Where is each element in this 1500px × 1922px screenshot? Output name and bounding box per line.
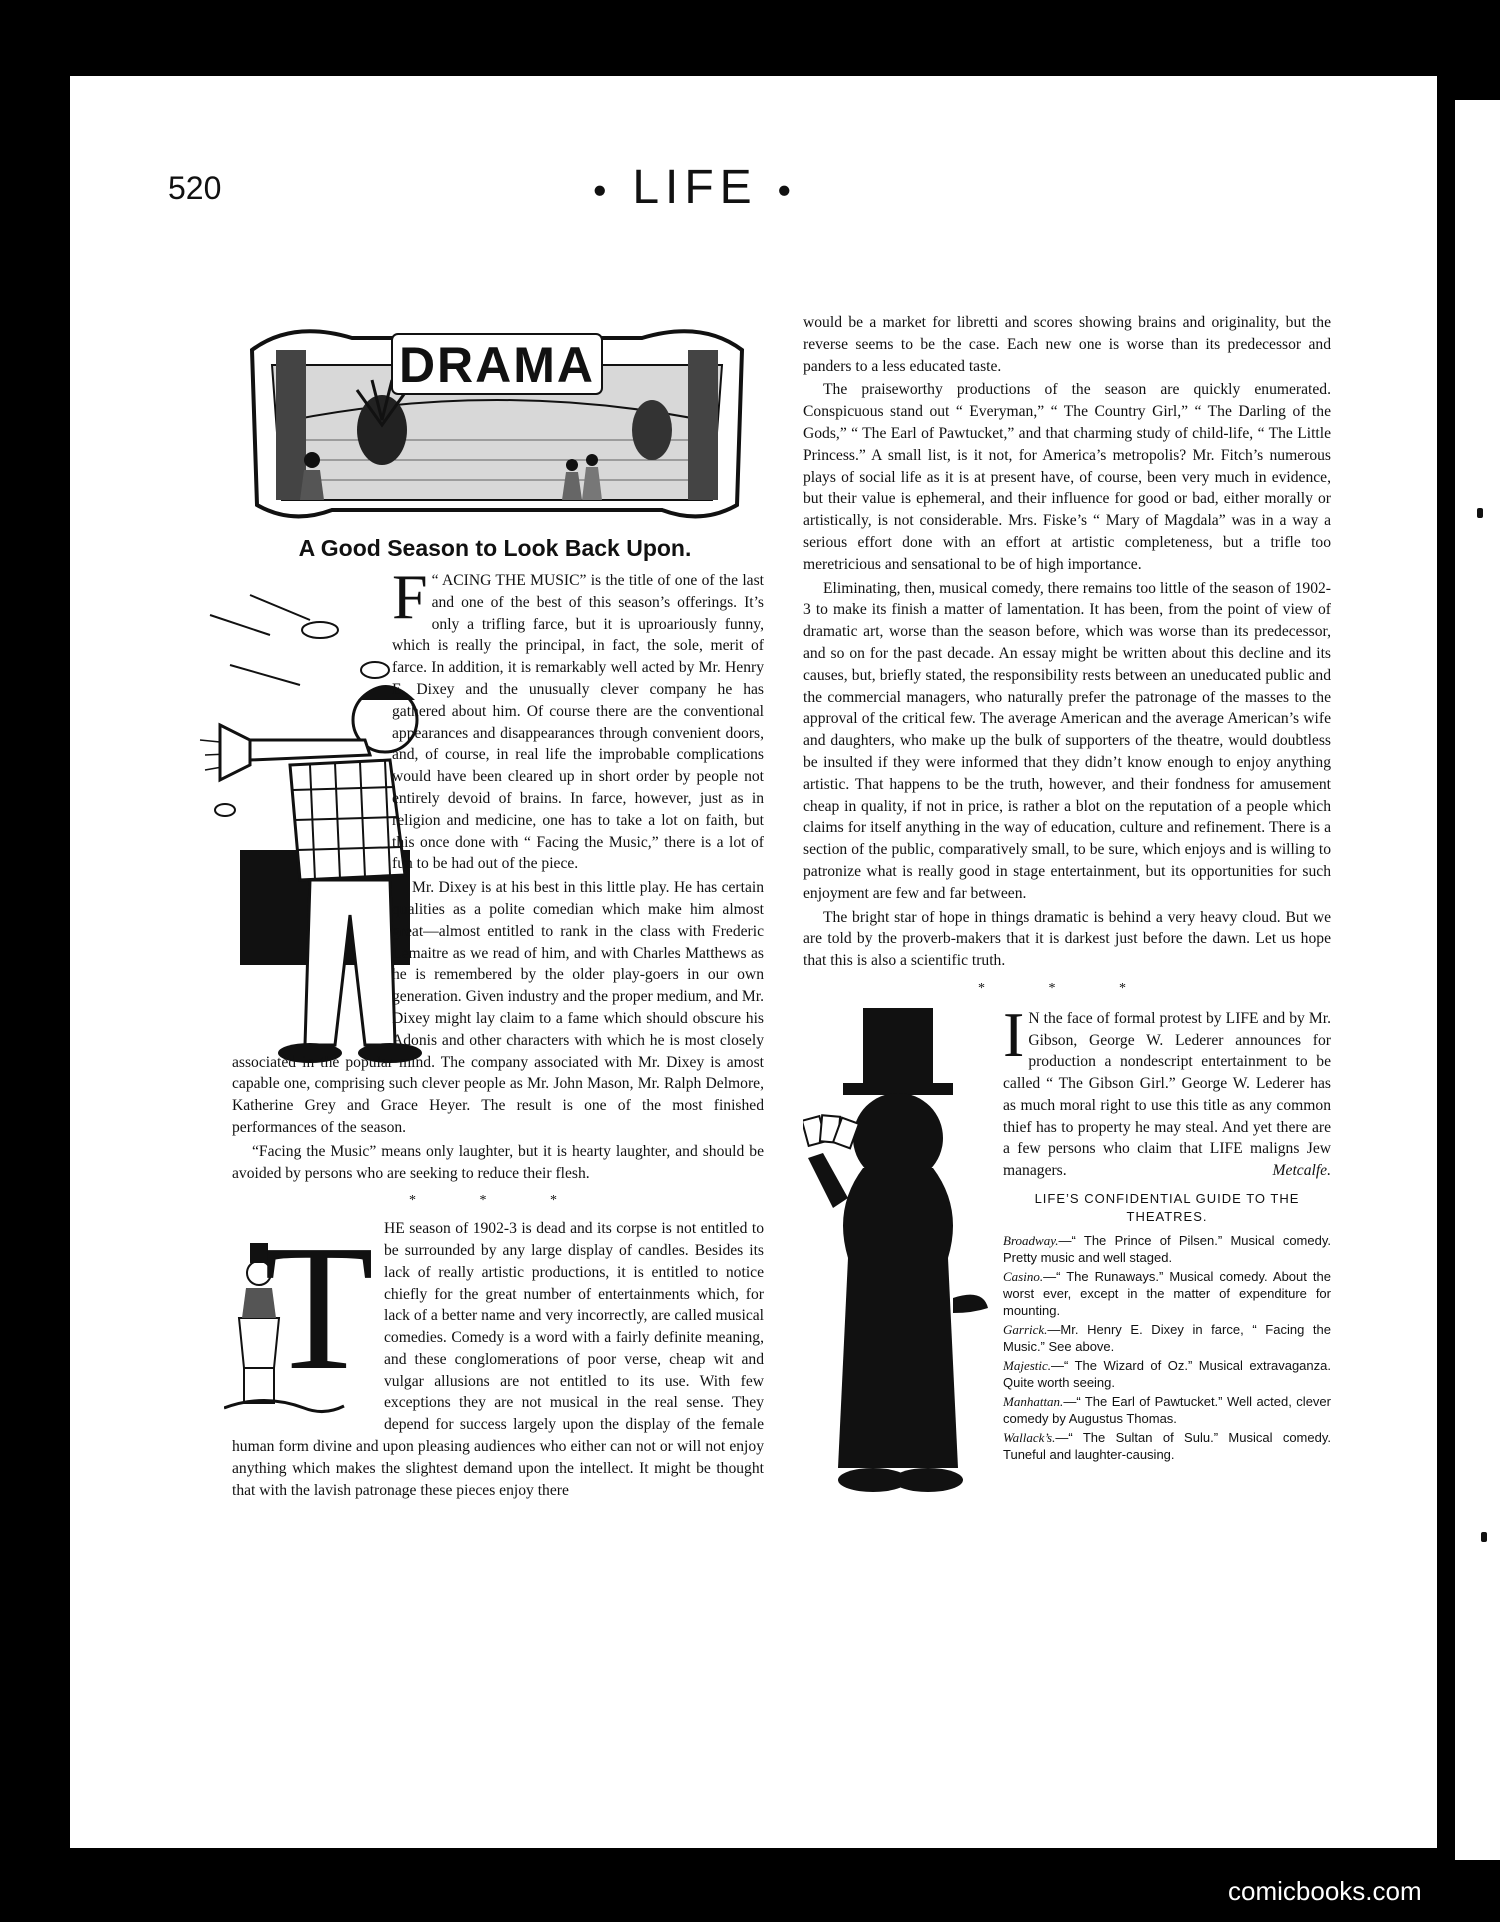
guide-entry-wallacks: Wallack’s.—“ The Sultan of Sulu.” Musical comedy. Tuneful and laughter-causing. [1003,1430,1331,1463]
article1-paragraph-2: Mr. Dixey is at his best in this little play. He has certain qualities as a polite comedian which make him almost great—almost entitled to rank in the class with Frederic Lemaitre as we read of him, and with Charles Matthews as he is remembered by the older play-goers in our own generation. Given industry and the proper medium, and Mr. Dixey might lay claim to a fame which should obscure his Adonis and other characters with which he is most closely associated in the popular mind. The company associated with Mr. Dixey is amost capable one, comprising such clever people as Mr. John Mason, Mr. Ralph Delmore, Katherine Grey and Grace Heyer. The result is one of the most finished performances of the season. [232,879,764,1136]
guide-entry-casino: Casino.—“ The Runaways.” Musical comedy. About the worst ever, except in the matter of expenditure for mounting. [1003,1269,1331,1319]
article2-paragraph-5: The bright star of hope in things dramatic is behind a very heavy cloud. But we are told by the proverb-makers that it is darkest just before the dawn. Let us hope that this is also a scientific truth. [803,908,1331,970]
page-number: 520 [168,170,222,206]
article-headline: A Good Season to Look Back Upon. [298,535,692,561]
ornamental-drop-cap-t [224,1218,374,1418]
drama-banner-illustration [232,320,762,530]
section-separator-2: * * * [978,980,1156,996]
adjacent-page-edge [1455,100,1500,1860]
watermark: comicbooks.com [1228,1876,1422,1906]
article1-paragraph-3: “Facing the Music” means only laughter, but it is hearty laughter, and should be avoided by persons who are seeking to reduce their flesh. [232,1142,764,1182]
article1-paragraph-1: F “ ACING THE MUSIC” is the title of one of the last and one of the best of this season’s offerings. It’s only a trifling farce, but it is uproariously funny, which is really the principal, in fact, the sole, merit of farce. In addition, it is remarkably well acted by Mr. Henry E. Dixey and the unusually clever company he has gathered about him. Of course there are the conventional appearances and disappearances through convenient doors, and, of course, in real life the improbable complications would have been cleared up in short order by people not entirely devoid of brains. In farce, however, just as in religion and medicine, one has to take a lot on faith, but this once done with “ Facing the Music,” there is a lot of fun to be had out of the piece. [392,561,764,873]
article2-paragraph-4: Eliminating, then, musical comedy, there remains too little of the season of 1902-3 to make its finish a matter of lamentation. It has been, from the point of view of dramatic art, worse than the season before, which was worse than its predecessor, and so on for the past decade. An essay might be written about this decline and its causes, but, briefly stated, the responsibility rests between an uneducated public and the commercial managers, who naturally prefer the patronage of the masses to the approval of the critical few. The average American and the average American’s wife and daughters, who make up the bulk of supporters of the theatre, would doubtless be insulted if they were informed that they didn’t know enough to enjoy anything artistic. That happens to be the truth, however, and their fondness for amusement cheap in quality, if not in price, is rather a blot on the reputation of a people which claims for itself anything in the way of education, culture and refinement. There is a section of the public, comparatively small, to be sure, which enjoys and is willing to patronize what is really good in stage entertainment, but its opportunities for such enjoyment are few and far between. [803,579,1331,902]
drop-cap-i: I [1003,998,1025,1070]
article3-paragraph: I N the face of formal protest by LIFE and by Mr. Gibson, George W. Lederer announces for production a nondescript entertainment to be called “ The Gibson Girl.” George W. Lederer has as much moral right to use this title as any common thief has to property he may steal. And yet there are a few persons who claim that LIFE maligns Jew managers. Metcalfe. [803,1008,1331,1182]
guide-entry-manhattan: Manhattan.—“ The Earl of Pawtucket.” Well acted, clever comedy by Augustus Thomas. [1003,1394,1331,1427]
left-column [232,561,764,1503]
guide-entry-garrick: Garrick.—Mr. Henry E. Dixey in farce, “ Facing the Music.” See above. [1003,1322,1331,1355]
section-separator: * * * [409,1193,587,1209]
svg-text:T: T [264,1218,374,1408]
drop-cap-f: F [392,561,428,632]
masthead: ● LIFE ● [592,161,798,214]
guide-entry-broadway: Broadway.—“ The Prince of Pilsen.” Musical comedy. Pretty music and well staged. [1003,1233,1331,1266]
theatre-guide-title: LIFE’S CONFIDENTIAL GUIDE TO THE THEATRES. [1034,1191,1300,1225]
masthead-title: LIFE [632,161,758,214]
author-signature: Metcalfe. [1272,1162,1331,1180]
top-hat-figure-illustration [803,1008,993,1508]
guide-entry-majestic: Majestic.—“ The Wizard of Oz.” Musical extravaganza. Quite worth seeing. [1003,1358,1331,1391]
article2-paragraph-2: would be a market for libretti and scores showing brains and originality, but the reverse seems to be the case. Each new one is worse than its predecessor and panders to a less educated taste. [803,314,1331,375]
illustration-space [232,570,392,1032]
article2-paragraph-3: The praiseworthy productions of the season are quickly enumerated. Conspicuous stand out “ Everyman,” “ The Country Girl,” “ The Darling of the Gods,” “ The Earl of Pawtucket,” and that charming study of child-life, “ The Little Princess.” A small list, is it not, for America’s metropolis? Mr. Fitch’s numerous plays of social life as it is at present have, of course, been very much in evidence, but their value is ephemeral, and their influence for good or bad, either morally or artistically, is not considerable. Mrs. Fiske’s “ Mary of Magdala” was in a way a serious effort done with an effort at artistic completeness, but a trifle too meretricious and sensational to be of high importance. [803,381,1331,573]
drama-banner-title: DRAMA [398,337,596,393]
right-column [803,312,1331,1508]
article2-paragraph-1: HE season of 1902-3 is dead and its corpse is not entitled to be surrounded by any large display of candles. Besides its lack of really artistic productions, it is entitled to notice chiefly for the great number of entertainments which, for lack of a better name and very incorrectly, are called musical comedies. Comedy is a word with a fairly definite meaning, and these conglomerations of poor verse, cheap wit and vulgar allusions are not entitled to its use. With few exceptions they are not musical in the real sense. They depend for success largely upon the display of the female human form divine and upon pleasing audiences who either can not or will not enjoy anything which makes the slightest demand upon the intellect. It might be thought that with the lavish patronage these pieces enjoy there [232,1220,764,1499]
